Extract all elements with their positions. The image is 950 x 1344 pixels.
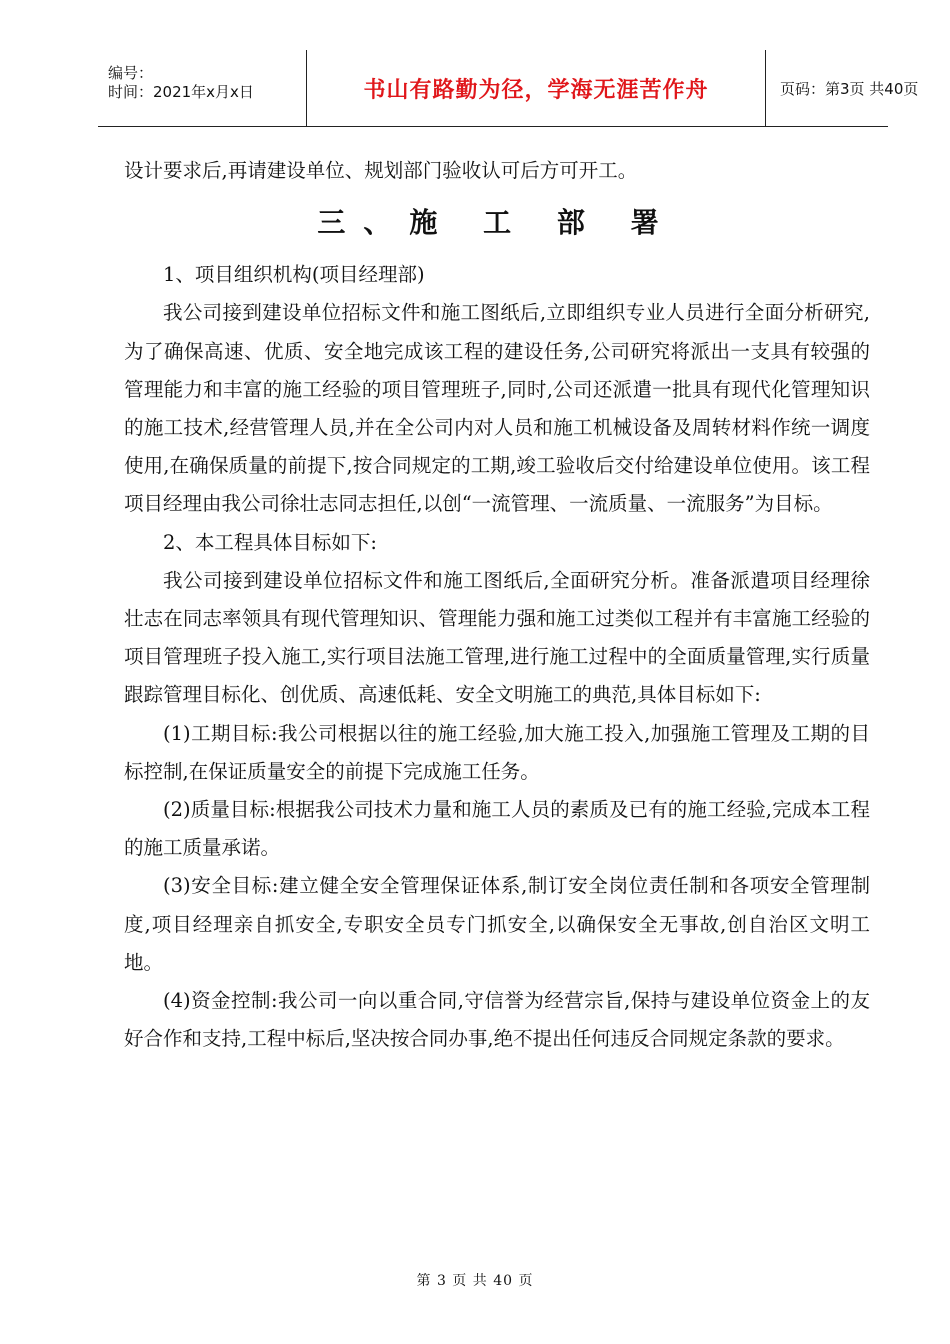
section-title: 三、施 工 部 署 (317, 206, 677, 240)
paragraph-continued: 设计要求后,再请建设单位、规划部门验收认可后方可开工。 (124, 159, 638, 182)
page-header (98, 50, 919, 127)
paragraph-safety-goal: (3)安全目标:建立健全安全管理保证体系,制订安全岗位责任制和各项安全管理制度,项目经理亲自抓安全,专职安全员专门抓安全,以确保安全无事故,创自治区文明工地。 (124, 874, 870, 974)
header-motto-cell (306, 50, 766, 126)
page-footer: 第 3 页 共 40 页 (416, 1273, 534, 1289)
subheading-goals: 2、本工程具体目标如下: (163, 530, 377, 554)
paragraph-organization: 我公司接到建设单位招标文件和施工图纸后,立即组织专业人员进行全面分析研究,为了确保高速、优质、安全地完成该工程的建设任务,公司研究将派出一支具有较强的管理能力和丰富的施工经验的项目管理班子,同时,公司还派遣一批具有现代化管理知识的施工技术,经营管理人员,并在全公司内对人员和施工机械设备及周转材料作统一调度使用,在确保质量的前提下,按合同规定的工期,竣工验收后交付给建设单位使用。该工程项目经理由我公司徐壮志同志担任,以创“一流管理、一流质量、一流服务”为目标。 (124, 301, 870, 516)
header-page-info: 页码：第3页 共40页 (780, 79, 919, 98)
header-meta (98, 50, 306, 126)
paragraph-funding-control: (4)资金控制:我公司一向以重合同,守信誉为经营宗旨,保持与建设单位资金上的友好合作和支持,工程中标后,坚决按合同办事,绝不提出任何违反合同规定条款的要求。 (124, 989, 870, 1051)
document-body (124, 152, 870, 1058)
header-motto: 书山有路勤为径，学海无涯苦作舟 (363, 77, 709, 103)
paragraph-quality-goal: (2)质量目标:根据我公司技术力量和施工人员的素质及已有的施工经验,完成本工程的施工质量承诺。 (124, 798, 870, 860)
paragraph-goals: 我公司接到建设单位招标文件和施工图纸后,全面研究分析。准备派遣项目经理徐壮志在同志率领具有现代管理知识、管理能力强和施工过类似工程并有丰富施工经验的项目管理班子投入施工,实行项目法施工管理,进行施工过程中的全面质量管理,实行质量跟踪管理目标化、创优质、高速低耗、安全文明施工的典范,具体目标如下: (124, 568, 870, 707)
document-time: 时间：2021年x月x日 (108, 83, 254, 101)
paragraph-schedule-goal: (1)工期目标:我公司根据以往的施工经验,加大施工投入,加强施工管理及工期的目标控制,在保证质量安全的前提下完成施工任务。 (124, 721, 870, 783)
subheading-organization: 1、项目组织机构(项目经理部) (163, 263, 425, 287)
document-number-label: 编号： (108, 64, 154, 82)
